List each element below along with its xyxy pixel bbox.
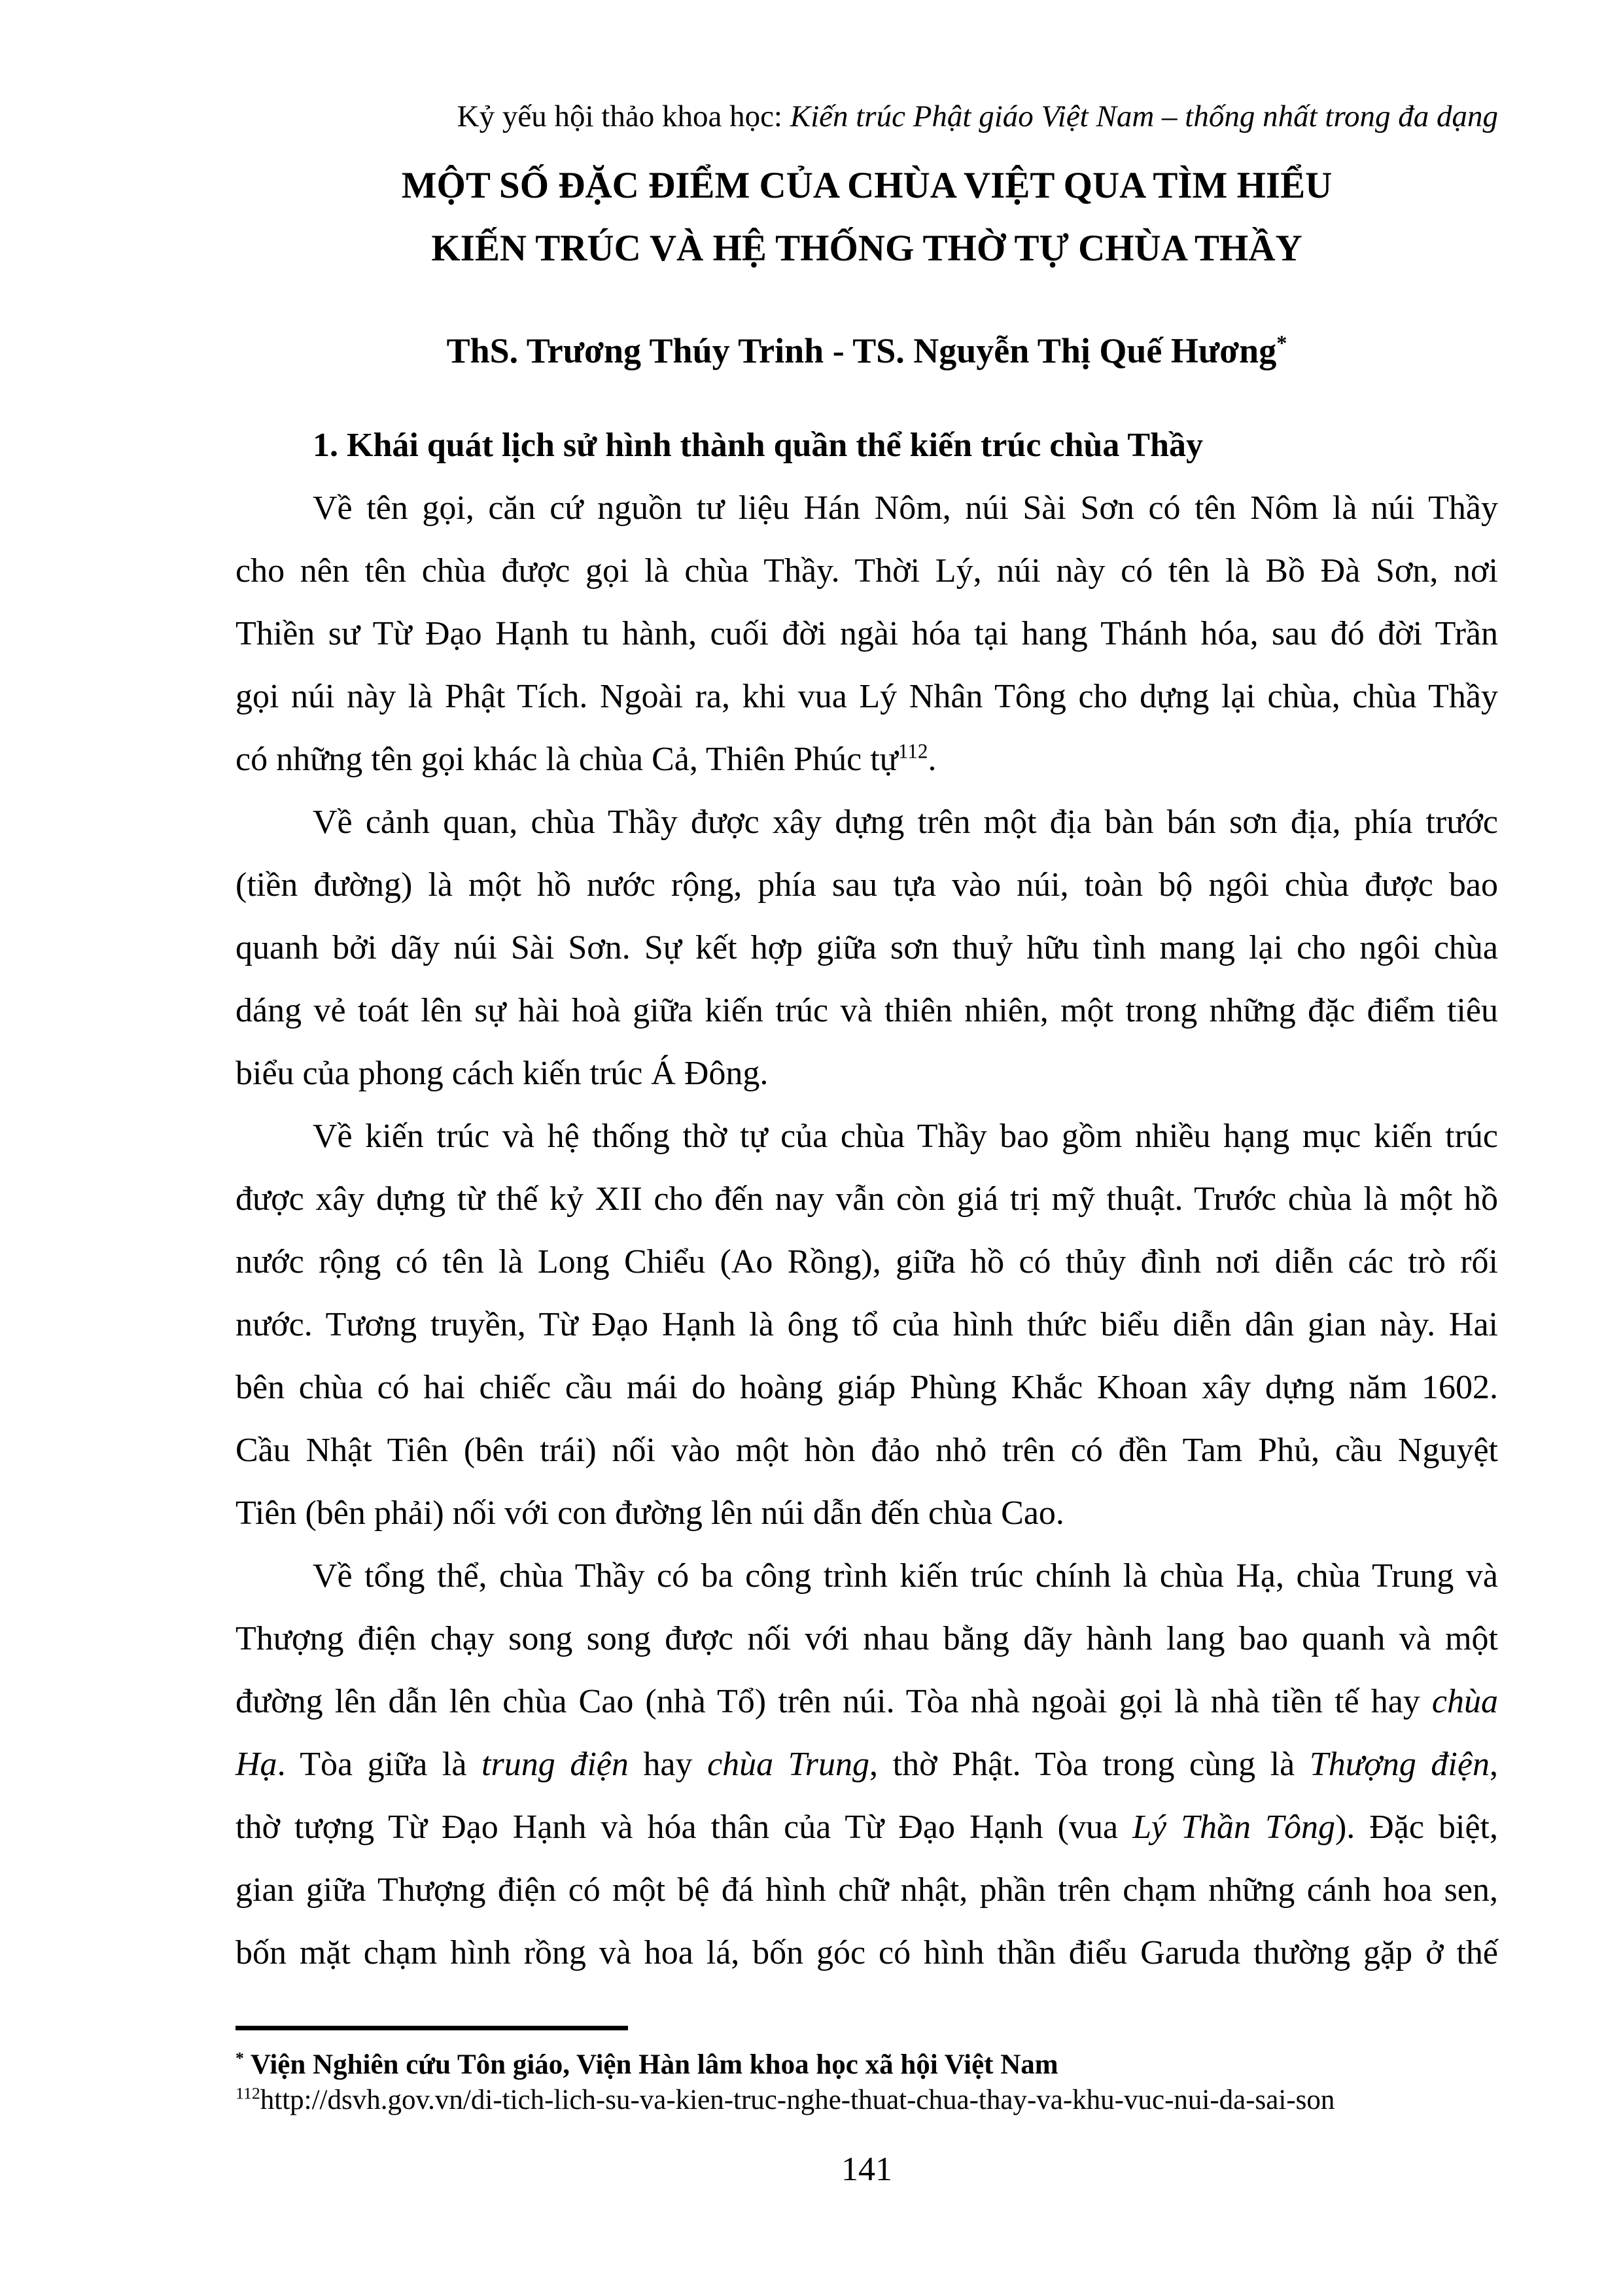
footnote-marker-112: 112 [236, 2083, 260, 2103]
section-heading: 1. Khái quát lịch sử hình thành quần thể kiến trúc chùa Thầy [313, 427, 1204, 464]
page-number: 141 [841, 2151, 892, 2188]
text-segment: , thờ Phật. Tòa trong cùng là [869, 1746, 1310, 1783]
footnote-marker-asterisk: * [236, 2048, 244, 2068]
text-segment: Về tổng thể, chùa Thầy có ba công trình kiến trúc chính là chùa Hạ, chùa Trung và [313, 1557, 1498, 1595]
footnote-affiliation-text: Viện Nghiên cứu Tôn giáo, Viện Hàn lâm khoa học xã hội Việt Nam [243, 2049, 1058, 2080]
footnote-affiliation [236, 2047, 1498, 2083]
text-segment: , [1489, 1746, 1498, 1783]
text-segment: có những tên gọi khác là chùa Cả, Thiên Phúc tự [236, 741, 898, 778]
article-body [236, 414, 1498, 1985]
text-segment: quanh bởi dãy núi Sài Sơn. Sự kết hợp giữa sơn thuỷ hữu tình mang lại cho ngôi chùa [236, 929, 1498, 966]
author-affiliation-ref: * [1276, 332, 1287, 355]
text-line [236, 1105, 1498, 1168]
header-prefix: Kỷ yếu hội thảo khoa học: [457, 99, 790, 133]
text-line [236, 477, 1498, 540]
text-line [236, 1042, 1498, 1105]
text-segment: chùa Trung [707, 1746, 870, 1783]
text-line [236, 1231, 1498, 1294]
title-line-1: MỘT SỐ ĐẶC ĐIỂM CỦA CHÙA VIỆT QUA TÌM HIỂU [401, 165, 1333, 206]
text-segment: . [928, 741, 937, 778]
text-segment: cho nên tên chùa được gọi là chùa Thầy. Thời Lý, núi này có tên là Bồ Đà Sơn, nơi [236, 552, 1498, 590]
footnotes [236, 2026, 1498, 2118]
text-segment: nước rộng có tên là Long Chiểu (Ao Rồng), giữa hồ có thủy đình nơi diễn các trò rối [236, 1243, 1498, 1280]
text-segment: chùa [1431, 1683, 1498, 1720]
text-segment: Thiền sư Từ Đạo Hạnh tu hành, cuối đời ngài hóa tại hang Thánh hóa, sau đó đời Trần [236, 615, 1498, 652]
title-line-2: KIẾN TRÚC VÀ HỆ THỐNG THỜ TỰ CHÙA THẦY [431, 228, 1302, 269]
text-line [236, 603, 1498, 665]
text-segment: gian giữa Thượng điện có một bệ đá hình chữ nhật, phần trên chạm những cánh hoa sen, [236, 1871, 1498, 1909]
text-line [236, 854, 1498, 917]
text-segment: gọi núi này là Phật Tích. Ngoài ra, khi vua Lý Nhân Tông cho dựng lại chùa, chùa Thầy [236, 678, 1498, 715]
running-header [236, 98, 1498, 135]
text-line [236, 917, 1498, 980]
text-segment: (tiền đường) là một hồ nước rộng, phía sau tựa vào núi, toàn bộ ngôi chùa được bao [236, 866, 1498, 904]
text-line [236, 1294, 1498, 1356]
text-line [236, 1608, 1498, 1670]
text-line [236, 1859, 1498, 1922]
text-line [236, 1733, 1498, 1796]
text-line [236, 1545, 1498, 1608]
text-line [236, 791, 1498, 854]
text-segment: bốn mặt chạm hình rồng và hoa lá, bốn góc có hình thần điểu Garuda thường gặp ở thế [236, 1934, 1498, 1971]
text-segment: Về tên gọi, căn cứ nguồn tư liệu Hán Nôm, núi Sài Sơn có tên Nôm là núi Thầy [313, 489, 1498, 527]
text-segment: thờ tượng Từ Đạo Hạnh và hóa thân của Từ Đạo Hạnh (vua [236, 1809, 1133, 1846]
footnote-url-text: http://dsvh.gov.vn/di-tich-lich-su-va-kien-truc-nghe-thuat-chua-thay-va-khu-vuc-nui-da-sai-son [260, 2085, 1335, 2115]
text-line [236, 1419, 1498, 1482]
text-segment: trung điện [481, 1746, 629, 1783]
header-proceedings-title: Kiến trúc Phật giáo Việt Nam – thống nhất trong đa dạng [790, 99, 1498, 133]
text-line [236, 980, 1498, 1042]
authors-names: ThS. Trương Thúy Trinh - TS. Nguyễn Thị Quế Hương [446, 331, 1277, 370]
text-segment: dáng vẻ toát lên sự hài hoà giữa kiến trúc và thiên nhiên, một trong những đặc điểm tiêu [236, 992, 1498, 1029]
text-line [236, 728, 1498, 791]
text-segment: biểu của phong cách kiến trúc Á Đông. [236, 1055, 769, 1092]
footnote-divider [236, 2026, 628, 2030]
article-title [236, 154, 1498, 280]
text-segment: Về cảnh quan, chùa Thầy được xây dựng trên một địa bàn bán sơn địa, phía trước [313, 804, 1498, 841]
text-line [236, 1482, 1498, 1545]
footnote-ref: 112 [898, 739, 928, 763]
text-segment: Tiên (bên phải) nối với con đường lên núi dẫn đến chùa Cao. [236, 1494, 1064, 1532]
text-segment: hay [628, 1746, 708, 1783]
footnote-url [236, 2083, 1498, 2118]
text-segment: Cầu Nhật Tiên (bên trái) nối vào một hòn đảo nhỏ trên có đền Tam Phủ, cầu Nguyệt [236, 1432, 1498, 1469]
text-line [236, 1670, 1498, 1733]
text-segment: được xây dựng từ thế kỷ XII cho đến nay vẫn còn giá trị mỹ thuật. Trước chùa là một hồ [236, 1180, 1498, 1218]
text-line [236, 1796, 1498, 1859]
text-segment: bên chùa có hai chiếc cầu mái do hoàng giáp Phùng Khắc Khoan xây dựng năm 1602. [236, 1369, 1498, 1406]
text-segment: . Tòa giữa là [277, 1746, 482, 1783]
text-line [236, 665, 1498, 728]
text-segment: ). Đặc biệt, [1335, 1809, 1498, 1846]
text-segment: Thượng điện chạy song song được nối với nhau bằng dãy hành lang bao quanh và một [236, 1620, 1498, 1657]
text-segment: nước. Tương truyền, Từ Đạo Hạnh là ông tổ của hình thức biểu diễn dân gian này. Hai [236, 1306, 1498, 1343]
text-segment: đường lên dẫn lên chùa Cao (nhà Tổ) trên núi. Tòa nhà ngoài gọi là nhà tiền tế hay [236, 1683, 1432, 1720]
text-segment: Lý Thần Tông [1132, 1809, 1335, 1846]
text-line [236, 540, 1498, 603]
text-segment: Thượng điện [1309, 1746, 1490, 1783]
text-segment: Hạ [236, 1746, 277, 1783]
text-line [236, 1356, 1498, 1419]
authors-line [236, 327, 1498, 374]
text-segment: Về kiến trúc và hệ thống thờ tự của chùa Thầy bao gồm nhiều hạng mục kiến trúc [313, 1118, 1498, 1155]
text-line [236, 1922, 1498, 1985]
text-line [236, 1168, 1498, 1231]
